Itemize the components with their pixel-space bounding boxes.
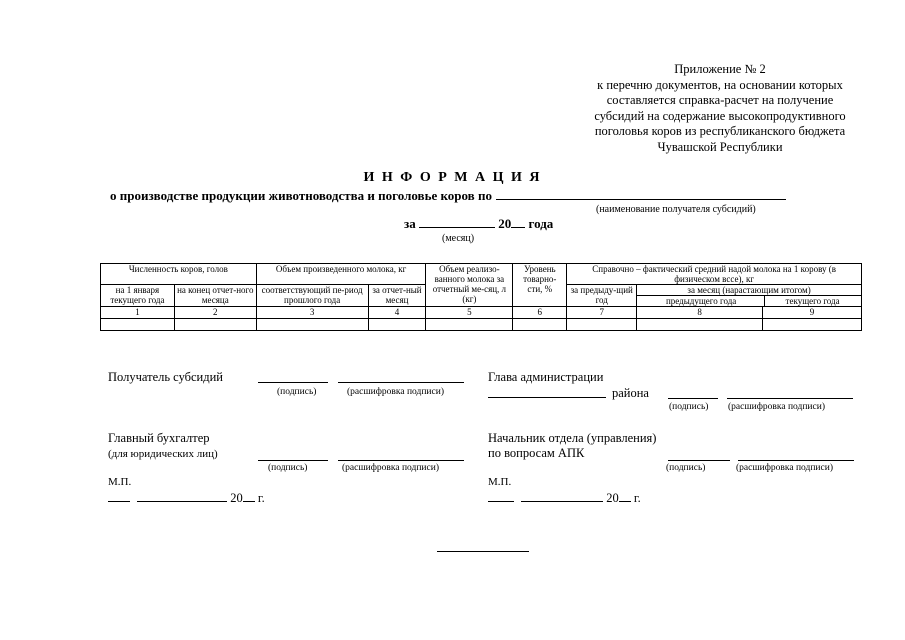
table-cell[interactable]: [513, 319, 567, 331]
table-row: [101, 319, 862, 331]
year-prefix: 20: [230, 491, 243, 505]
appendix-line: поголовья коров из республиканского бюджета: [594, 124, 846, 139]
col-number: 1: [101, 307, 175, 319]
header-cows: Численность коров, голов: [101, 264, 257, 285]
chief-accountant-label: Главный бухгалтер: [108, 431, 210, 445]
header-col89-group: за месяц (нарастающим итогом): [637, 285, 861, 296]
month-date-field[interactable]: [521, 491, 603, 502]
appendix-line: Приложение № 2: [674, 62, 766, 76]
head-admin-label: Глава администрации: [488, 370, 604, 384]
appendix-line: Чувашской Республики: [657, 139, 783, 154]
col-number: 6: [513, 307, 567, 319]
month-caption: (месяц): [442, 233, 475, 244]
period-line: [404, 216, 553, 232]
document-title: И Н Ф О Р М А Ц И Я: [363, 170, 542, 185]
year-suffix: г.: [257, 491, 265, 505]
header-col9: текущего года: [785, 296, 840, 306]
accountant-signature-line[interactable]: [258, 459, 328, 461]
table-cell[interactable]: [368, 319, 426, 331]
appendix-line: субсидий на содержание высокопродуктивного: [594, 108, 846, 123]
col-number: 4: [368, 307, 426, 319]
document-subtitle: [110, 188, 786, 204]
signature-caption: (подпись): [669, 402, 709, 412]
period-prefix: за: [404, 216, 416, 231]
dept-signature-line[interactable]: [668, 459, 730, 461]
subtitle-text: о производстве продукции животноводства и поголовье коров по: [110, 188, 492, 203]
year-field[interactable]: [511, 217, 525, 228]
recipient-label: Получатель субсидий: [108, 370, 223, 384]
header-col8: предыдущего года: [638, 296, 765, 306]
day-field[interactable]: [108, 491, 130, 502]
appendix-block: [560, 62, 880, 156]
accountant-decoding-line[interactable]: [338, 459, 464, 461]
table-cell[interactable]: [101, 319, 175, 331]
header-yield: Справочно – фактический средний надой молока на 1 корову (в физическом вссе), кг: [567, 264, 862, 285]
decoding-caption: (расшифровка подписи): [736, 463, 833, 473]
col-number: 2: [174, 307, 256, 319]
col-number: 5: [426, 307, 513, 319]
header-marketability: Уровень товарно-сти, %: [513, 264, 567, 307]
footer-divider: [437, 550, 529, 552]
legal-entities-note: (для юридических лиц): [108, 448, 218, 460]
appendix-line: к перечню документов, на основании которых: [597, 77, 843, 92]
day-field[interactable]: [488, 491, 514, 502]
table-cell[interactable]: [426, 319, 513, 331]
col-number: 3: [256, 307, 368, 319]
year-date-field[interactable]: [243, 491, 255, 502]
stamp-mark: М.П.: [488, 476, 512, 488]
table-cell[interactable]: [567, 319, 637, 331]
header-col3: соответствующий пе-риод прошлого года: [256, 285, 368, 307]
period-suffix: года: [528, 216, 554, 231]
signature-caption: (подпись): [268, 463, 308, 473]
month-field[interactable]: [419, 217, 495, 228]
data-table: [100, 263, 862, 331]
year-date-field[interactable]: [619, 491, 631, 502]
decoding-caption: (расшифровка подписи): [347, 387, 444, 397]
district-label: района: [612, 386, 649, 400]
dept-head-label-2: по вопросам АПК: [488, 446, 585, 460]
recipient-signature-line[interactable]: [258, 381, 328, 383]
header-col7: за предыду-щий год: [567, 285, 637, 307]
col-number: 7: [567, 307, 637, 319]
stamp-mark: М.П.: [108, 476, 132, 488]
dept-decoding-line[interactable]: [738, 459, 854, 461]
head-decoding-line[interactable]: [727, 397, 853, 399]
period-year: 20: [498, 216, 512, 231]
dept-head-label-1: Начальник отдела (управления): [488, 431, 657, 445]
header-milk-sold: Объем реализо-ванного молока за отчетный ме-сяц, л (кг): [426, 264, 513, 307]
recipient-caption: (наименование получателя субсидий): [596, 204, 756, 215]
date-line: [488, 491, 641, 506]
header-col4: за отчет-ный месяц: [368, 285, 426, 307]
header-col1: на 1 января текущего года: [101, 285, 175, 307]
decoding-caption: (расшифровка подписи): [728, 402, 825, 412]
appendix-line: составляется справка-расчет на получение: [606, 93, 834, 108]
date-line: [108, 491, 265, 506]
table-cell[interactable]: [256, 319, 368, 331]
year-suffix: г.: [633, 491, 641, 505]
month-date-field[interactable]: [137, 491, 227, 502]
table-cell[interactable]: [763, 319, 862, 331]
decoding-caption: (расшифровка подписи): [342, 463, 439, 473]
col-number: 9: [763, 307, 862, 319]
district-name-line[interactable]: [488, 396, 606, 398]
signature-caption: (подпись): [666, 463, 706, 473]
header-col2: на конец отчет-ного месяца: [174, 285, 256, 307]
col-number: 8: [637, 307, 763, 319]
header-milk-produced: Объем произведенного молока, кг: [256, 264, 426, 285]
recipient-decoding-line[interactable]: [338, 381, 464, 383]
table-cell[interactable]: [637, 319, 763, 331]
head-signature-line[interactable]: [668, 397, 718, 399]
table-cell[interactable]: [174, 319, 256, 331]
header-col89: [637, 285, 862, 307]
recipient-name-field[interactable]: [496, 189, 786, 200]
signature-caption: (подпись): [277, 387, 317, 397]
year-prefix: 20: [606, 491, 619, 505]
